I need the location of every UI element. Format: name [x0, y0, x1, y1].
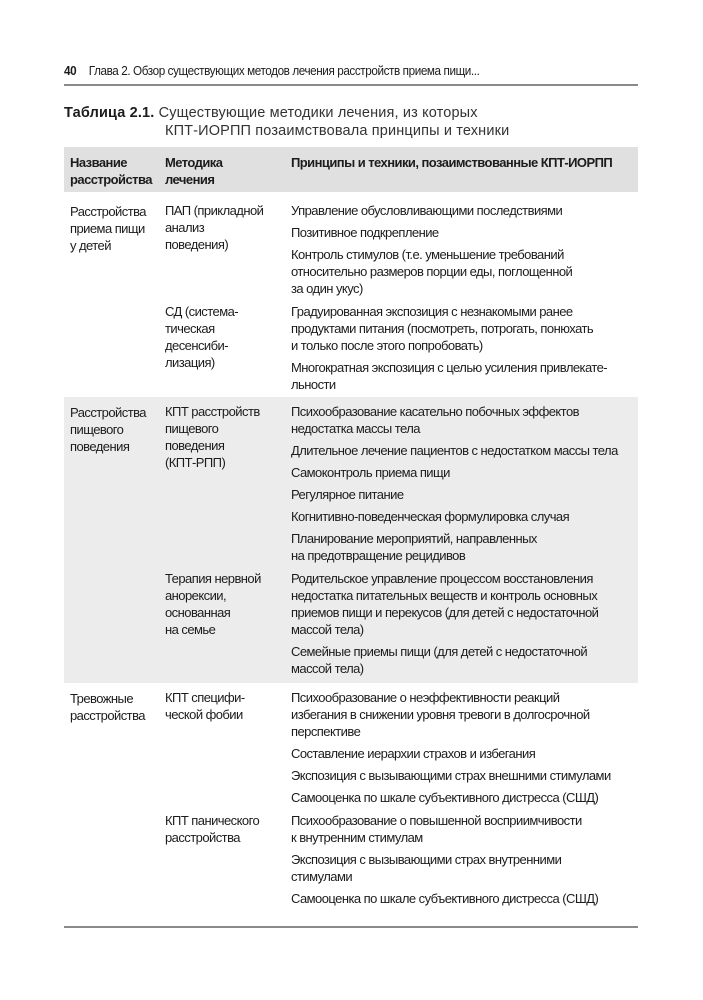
- table-header-row: [64, 147, 638, 192]
- principle-item: Психообразование о неэффективности реакций избегания в снижении уровня тревоги в долгосрочной перспективе: [291, 690, 590, 739]
- principles-cell: [291, 812, 638, 907]
- principle-item: Длительное лечение пациентов с недостатком массы тела: [291, 443, 618, 458]
- table-row: [64, 683, 638, 911]
- method-row: [165, 689, 638, 806]
- page-number: 40: [64, 63, 77, 78]
- header-principles: Принципы и техники, позаимствованные КПТ-ИОРПП: [291, 155, 613, 170]
- principle-item: Контроль стимулов (т.е. уменьшение требований относительно размеров порции еды, поглощенной за один укус): [291, 247, 573, 296]
- table-row: [64, 192, 638, 397]
- principle-item: Самоконтроль приема пищи: [291, 465, 450, 480]
- principle-item: Регулярное питание: [291, 487, 404, 502]
- method-cell: КПТ специфи- ческой фобии: [165, 690, 245, 722]
- table-caption: [64, 104, 509, 140]
- principle-item: Самооценка по шкале субъективного дистресса (СШД): [291, 891, 599, 906]
- caption-line-2: КПТ-ИОРПП позаимствовала принципы и техники: [165, 123, 510, 139]
- disorder-cell: Расстройства приема пищи у детей: [70, 204, 146, 253]
- principles-cell: [291, 403, 638, 564]
- table-row: [64, 397, 638, 683]
- method-list: [165, 403, 638, 677]
- principle-item: Психообразование о повышенной восприимчивости к внутренним стимулам: [291, 813, 582, 845]
- table-label: Таблица 2.1.: [64, 105, 155, 121]
- method-cell: КПТ расстройств пищевого поведения (КПТ-РПП): [165, 404, 260, 470]
- principle-item: Психообразование касательно побочных эффектов недостатка массы тела: [291, 404, 579, 436]
- caption-line-1: Существующие методики лечения, из которых: [158, 105, 478, 121]
- method-row: [165, 202, 638, 297]
- running-head-title: Глава 2. Обзор существующих методов лечения расстройств приема пищи...: [88, 63, 480, 78]
- principle-item: Позитивное подкрепление: [291, 225, 439, 240]
- principle-item: Управление обусловливающими последствиями: [291, 203, 563, 218]
- principles-cell: [291, 570, 638, 677]
- running-head: [64, 63, 581, 78]
- principles-cell: [291, 689, 638, 806]
- method-row: [165, 403, 638, 564]
- bottom-rule: [64, 926, 638, 928]
- principle-item: Многократная экспозиция с целью усиления привлекате- льности: [291, 360, 608, 392]
- principle-item: Экспозиция с вызывающими страх внутренними стимулами: [291, 852, 562, 884]
- principle-item: Семейные приемы пищи (для детей с недостаточной массой тела): [291, 644, 588, 676]
- method-row: [165, 570, 638, 677]
- method-cell: ПАП (прикладной анализ поведения): [165, 203, 264, 252]
- principles-cell: [291, 202, 638, 297]
- method-cell: Терапия нервной анорексии, основанная на семье: [165, 571, 261, 637]
- method-cell: КПТ панического расстройства: [165, 813, 260, 845]
- principle-item: Градуированная экспозиция с незнакомыми ранее продуктами питания (посмотреть, потрогать, понюхать и только после этого попробовать): [291, 304, 594, 353]
- method-row: [165, 303, 638, 393]
- header-rule: [64, 84, 638, 86]
- principle-item: Составление иерархии страхов и избегания: [291, 746, 536, 761]
- method-row: [165, 812, 638, 907]
- principle-item: Когнитивно-поведенческая формулировка случая: [291, 509, 570, 524]
- method-list: [165, 689, 638, 907]
- header-disorder: Название расстройства: [70, 155, 152, 187]
- principles-cell: [291, 303, 638, 393]
- principle-item: Планирование мероприятий, направленных на предотвращение рецидивов: [291, 531, 537, 563]
- disorder-cell: Тревожные расстройства: [70, 691, 145, 723]
- disorder-cell: Расстройства пищевого поведения: [70, 405, 146, 454]
- header-method: Методика лечения: [165, 155, 223, 187]
- treatment-methods-table: [64, 147, 638, 911]
- principle-item: Экспозиция с вызывающими страх внешними стимулами: [291, 768, 611, 783]
- method-cell: СД (система- тическая десенсиби- лизация): [165, 304, 239, 370]
- table-body: [64, 192, 638, 911]
- method-list: [165, 202, 638, 393]
- principle-item: Самооценка по шкале субъективного дистресса (СШД): [291, 790, 599, 805]
- principle-item: Родительское управление процессом восстановления недостатка питательных веществ и контроль основных приемов пищи и перекусов (для детей с недостаточной массой тела): [291, 571, 599, 637]
